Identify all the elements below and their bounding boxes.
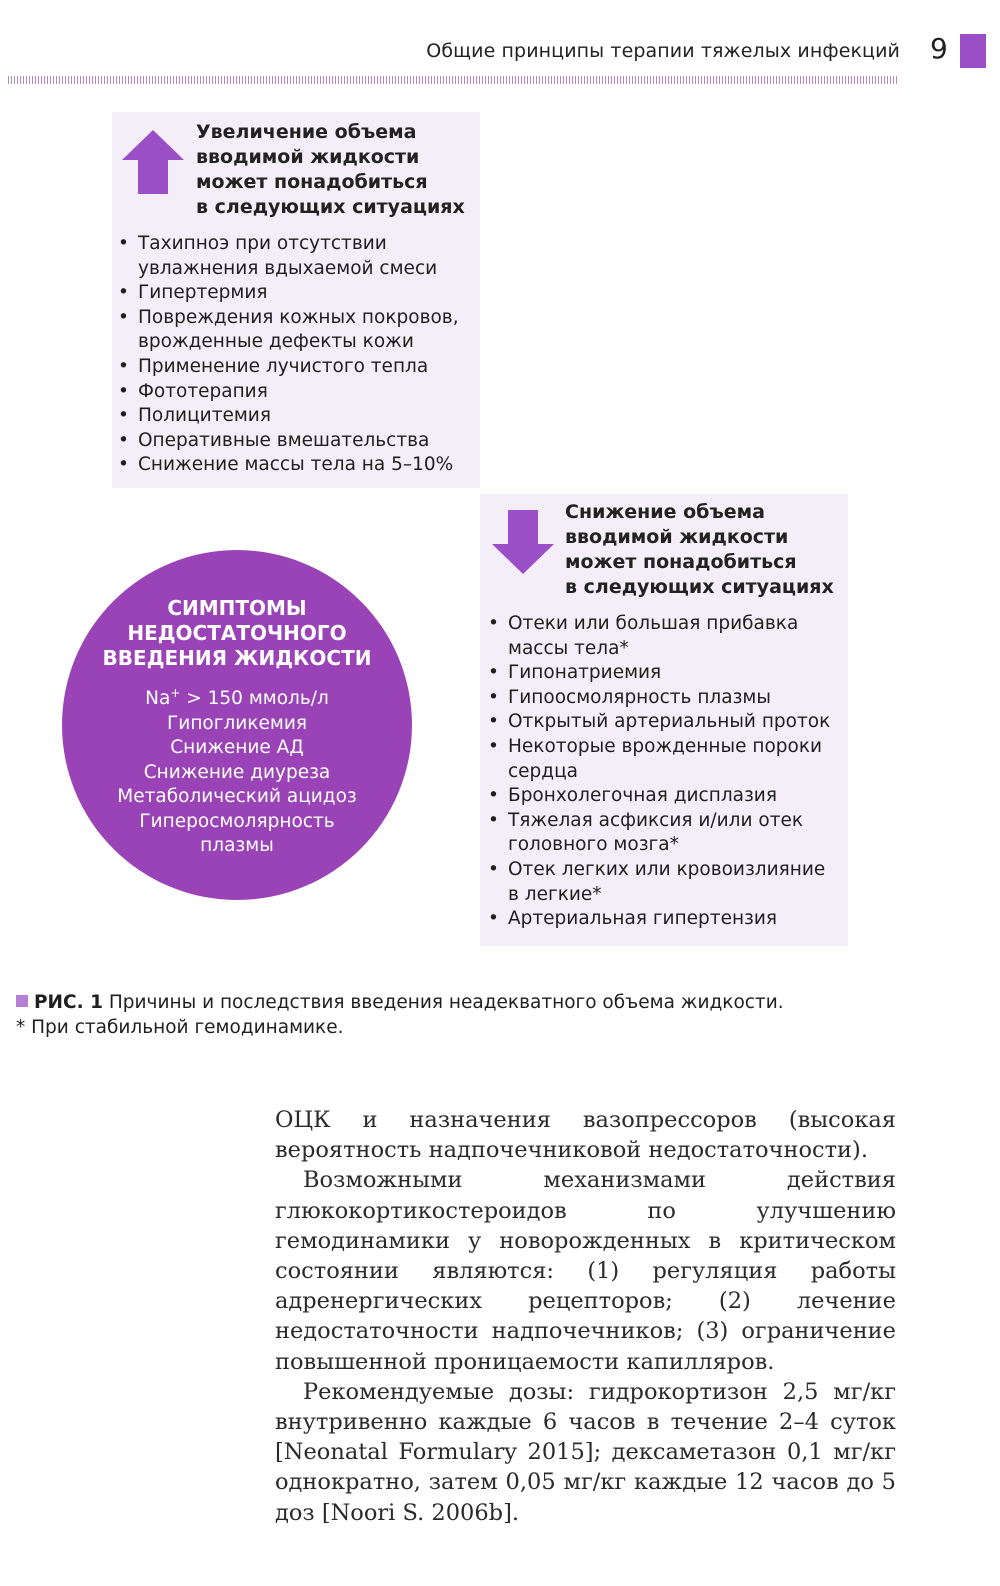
list-item: плазмы <box>200 835 274 857</box>
list-item: • Тахипноэ при отсутствии увлажнения вдыхаемой смеси <box>116 232 472 281</box>
body-text <box>275 1105 896 1528</box>
list-item: • Гипоосмолярность плазмы <box>486 686 842 711</box>
symptoms-list <box>62 681 412 859</box>
list-item: • Тяжелая асфиксия и/или отек головного мозга* <box>486 809 842 858</box>
list-item: Метаболический ацидоз <box>117 786 357 808</box>
header-rule <box>8 76 898 84</box>
list-item: • Некоторые врожденные пороки сердца <box>486 735 842 784</box>
paragraph: Рекомендуемые дозы: гидрокортизон 2,5 мг/кг внутривенно каждые 6 часов в течение 2–4 суток [Neonatal Formulary 2015]; дексаметазон 0,1 мг/кг однократно, затем 0,05 мг/кг каждые 12 часов до 5 доз [Noori S. 2006b]. <box>275 1378 896 1526</box>
list-item: • Снижение массы тела на 5–10% <box>116 453 472 478</box>
list-item: Гипогликемия <box>167 712 307 734</box>
list-item: Снижение диуреза <box>143 761 331 783</box>
list-item: • Фототерапия <box>116 380 472 405</box>
caption-marker <box>16 995 28 1007</box>
increase-fluid-box <box>112 112 480 488</box>
list-item: • Бронхолегочная дисплазия <box>486 784 842 809</box>
running-title: Общие принципы терапии тяжелых инфекций <box>426 40 900 62</box>
decrease-box-title: Снижение объема вводимой жидкости может понадобиться в следующих ситуациях <box>565 501 834 598</box>
symptoms-circle <box>62 550 412 900</box>
page-tab-marker <box>960 34 986 68</box>
page-header <box>0 0 1000 90</box>
decrease-list <box>486 612 842 932</box>
list-item: Снижение АД <box>170 737 304 759</box>
list-item: • Повреждения кожных покровов, врожденные дефекты кожи <box>116 306 472 355</box>
list-item: • Отек легких или кровоизлияние в легкие* <box>486 858 842 907</box>
list-item: Гиперосмолярность <box>139 810 335 832</box>
figure-caption <box>16 990 784 1040</box>
paragraph: Возможными механизмами действия глюкокортикостероидов по улучшению гемодинамики у новорожденных в критическом состоянии являются: (1) регуляция работы адренергических рецепторов; (2) лечение недостаточности надпочечников; (3) ограничение повышенной проницаемости капилляров. <box>275 1167 896 1375</box>
arrow-up-icon <box>122 130 184 194</box>
list-item: • Гипертермия <box>116 281 472 306</box>
sodium-item: Na+ > 150 ммоль/л <box>145 686 329 710</box>
list-item: • Применение лучистого тепла <box>116 355 472 380</box>
caption-label: РИС. 1 <box>34 992 103 1013</box>
list-item: • Полицитемия <box>116 404 472 429</box>
list-item: • Отеки или большая прибавка массы тела* <box>486 612 842 661</box>
paragraph: ОЦК и назначения вазопрессоров (высокая вероятность надпочечниковой недостаточности). <box>275 1107 896 1164</box>
list-item: • Открытый артериальный проток <box>486 710 842 735</box>
page-number: 9 <box>930 32 948 65</box>
list-item: • Гипонатриемия <box>486 661 842 686</box>
increase-list <box>116 232 472 478</box>
arrow-down-icon <box>492 510 554 574</box>
caption-footnote: * При стабильной гемодинамике. <box>16 1017 344 1038</box>
caption-text: Причины и последствия введения неадекватного объема жидкости. <box>102 992 784 1013</box>
increase-box-title: Увеличение объема вводимой жидкости может понадобиться в следующих ситуациях <box>196 121 465 218</box>
circle-title: СИМПТОМЫ НЕДОСТАТОЧНОГО ВВЕДЕНИЯ ЖИДКОСТИ <box>102 596 372 670</box>
decrease-fluid-box <box>480 494 848 946</box>
list-item: • Оперативные вмешательства <box>116 429 472 454</box>
list-item: • Артериальная гипертензия <box>486 907 842 932</box>
